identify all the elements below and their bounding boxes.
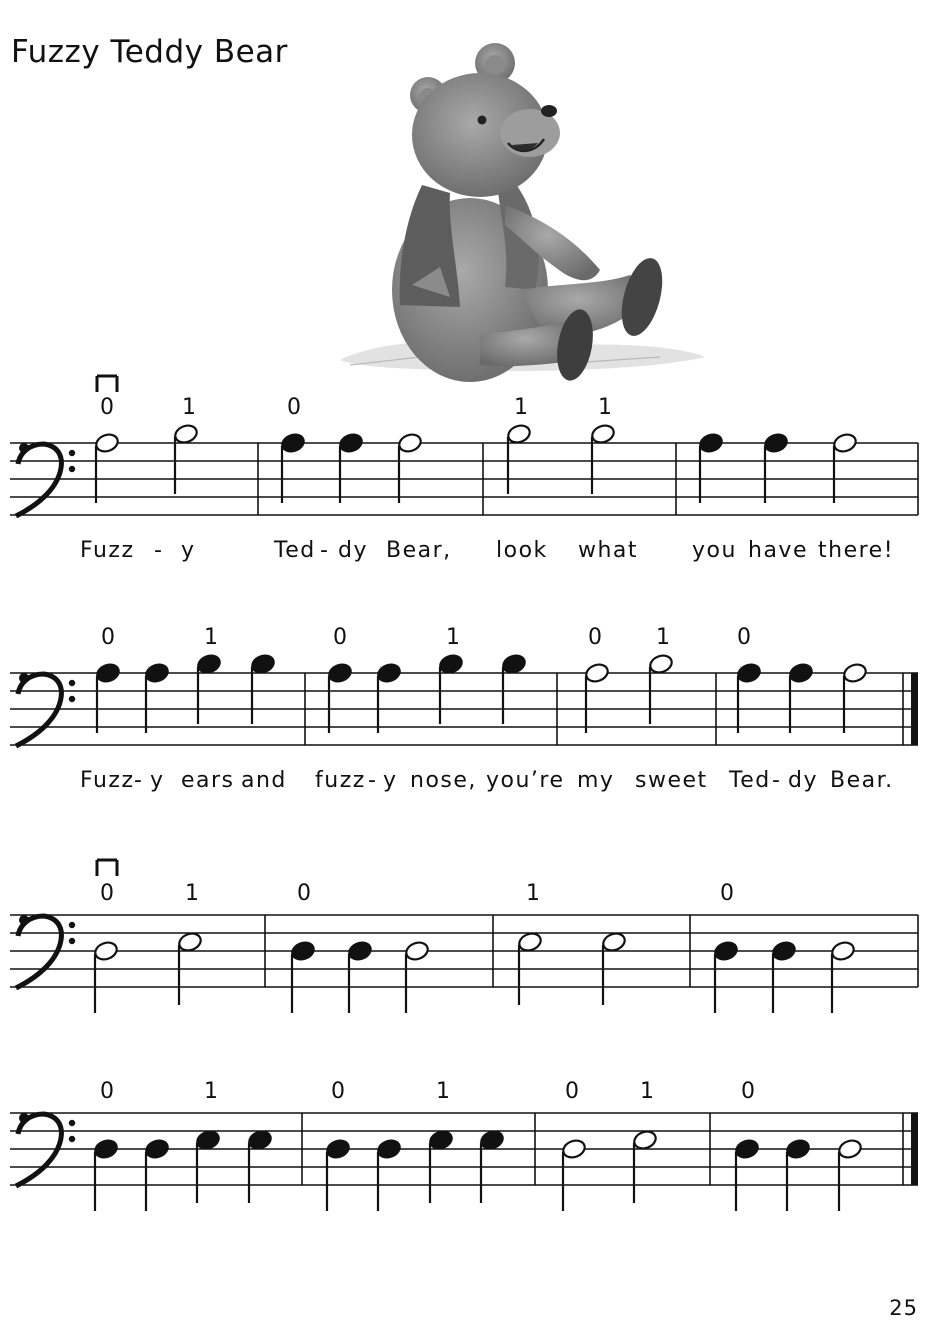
svg-text:1: 1	[446, 625, 460, 650]
lyric-syllable: fuzz	[315, 768, 366, 793]
page-title: Fuzzy Teddy Bear	[11, 34, 288, 70]
notes-2	[95, 653, 868, 733]
svg-text:1: 1	[526, 881, 540, 906]
lyric-syllable: Bear.	[830, 768, 894, 793]
svg-text:1: 1	[204, 625, 218, 650]
teddy-bear-illustration	[330, 35, 720, 390]
lyric-syllable: and	[241, 768, 287, 793]
music-system-1	[0, 370, 940, 500]
lyric-syllable: nose,	[410, 768, 477, 793]
lyric-syllable: have	[748, 538, 808, 563]
lyric-syllable: y	[181, 538, 196, 563]
svg-text:0: 0	[100, 395, 114, 420]
svg-text:0: 0	[100, 881, 114, 906]
lyric-syllable: my	[577, 768, 615, 793]
notes-4	[93, 1129, 863, 1211]
svg-text:1: 1	[640, 1079, 654, 1104]
lyric-hyphen: -	[772, 768, 782, 793]
page-number: 25	[889, 1296, 918, 1320]
lyric-syllable: Ted	[274, 538, 316, 563]
svg-text:1: 1	[598, 395, 612, 420]
lyric-syllable: look	[496, 538, 548, 563]
notes-1	[94, 423, 858, 503]
svg-text:1: 1	[182, 395, 196, 420]
lyric-syllable: dy	[788, 768, 818, 793]
svg-text:0: 0	[741, 1079, 755, 1104]
lyric-syllable: you	[692, 538, 737, 563]
final-barline	[911, 1113, 918, 1185]
lyric-syllable: dy	[338, 538, 368, 563]
notes-3	[93, 931, 856, 1013]
lyric-hyphen: -	[154, 538, 164, 563]
lyric-hyphen: -	[320, 538, 330, 563]
final-barline	[911, 673, 918, 745]
lyric-syllable: Fuzz	[80, 768, 135, 793]
lyric-syllable: Bear,	[386, 538, 452, 563]
lyric-syllable: y	[383, 768, 398, 793]
staff-4	[0, 1045, 940, 1225]
svg-text:1: 1	[514, 395, 528, 420]
lyric-hyphen: -	[368, 768, 378, 793]
svg-text:0: 0	[297, 881, 311, 906]
svg-text:1: 1	[204, 1079, 218, 1104]
lyric-syllable: y	[150, 768, 165, 793]
lyric-hyphen: -	[134, 768, 144, 793]
lyric-syllable: Fuzz	[80, 538, 135, 563]
staff-3	[0, 845, 940, 1025]
svg-text:0: 0	[287, 395, 301, 420]
fingering-numbers-3	[100, 881, 734, 906]
music-system-3	[0, 845, 940, 975]
fingering-numbers-1	[100, 395, 612, 420]
svg-text:0: 0	[100, 1079, 114, 1104]
lyric-syllable: Ted	[729, 768, 771, 793]
svg-text:0: 0	[101, 625, 115, 650]
lyric-syllable: what	[578, 538, 639, 563]
lyric-syllable: you’re	[486, 768, 565, 793]
svg-text:0: 0	[737, 625, 751, 650]
lyric-syllable: sweet	[635, 768, 708, 793]
music-system-2	[0, 600, 940, 730]
staff-1	[0, 370, 940, 520]
down-bow-icon	[97, 376, 117, 392]
lyric-syllable: there!	[818, 538, 895, 563]
svg-text:0: 0	[331, 1079, 345, 1104]
down-bow-icon	[97, 860, 117, 876]
staff-2	[0, 600, 940, 750]
fingering-numbers-2	[101, 625, 751, 650]
svg-text:0: 0	[588, 625, 602, 650]
svg-text:0: 0	[333, 625, 347, 650]
lyric-syllable: ears	[181, 768, 235, 793]
music-system-4	[0, 1045, 940, 1175]
svg-text:0: 0	[565, 1079, 579, 1104]
svg-text:1: 1	[436, 1079, 450, 1104]
svg-text:1: 1	[185, 881, 199, 906]
svg-text:0: 0	[720, 881, 734, 906]
svg-text:1: 1	[656, 625, 670, 650]
fingering-numbers-4	[100, 1079, 755, 1104]
